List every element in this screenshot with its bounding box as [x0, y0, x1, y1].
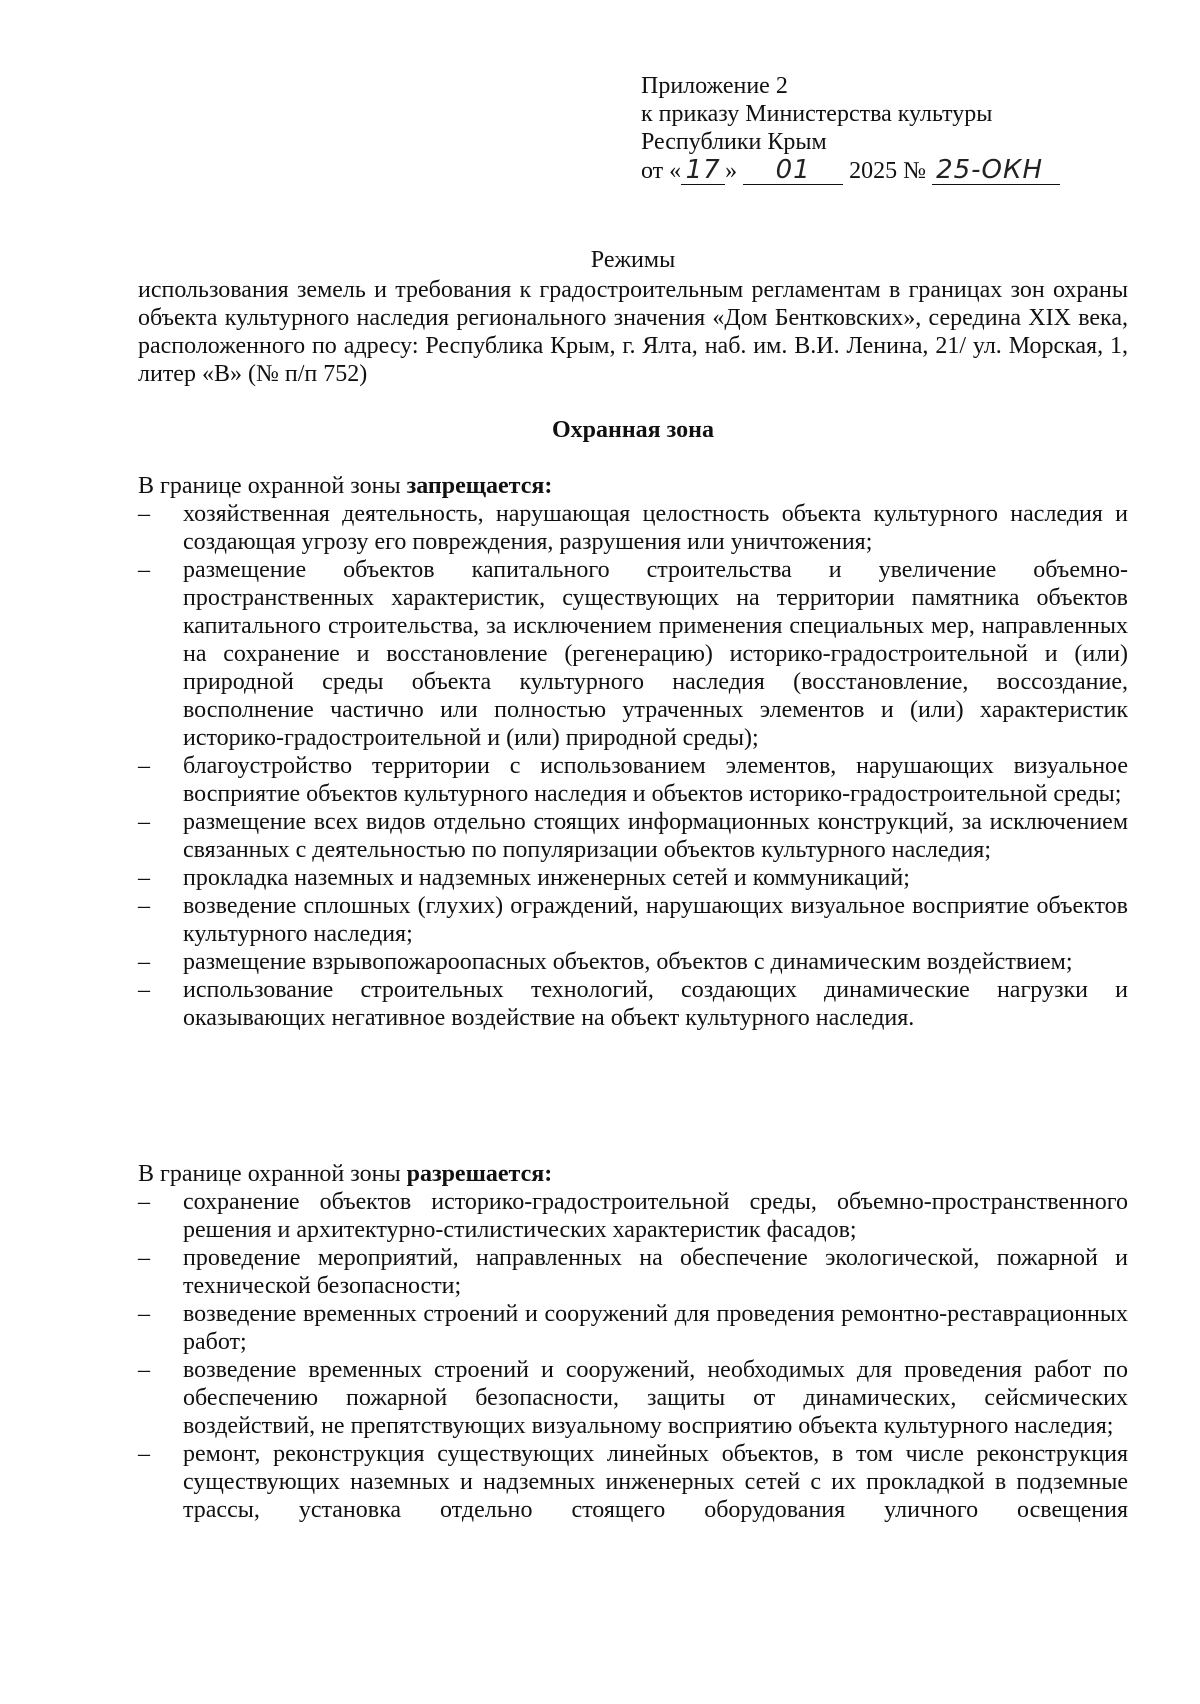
list-item: [138, 948, 1128, 976]
list-item-text: хозяйственная деятельность, нарушающая целостность объекта культурного наследия и создающая угрозу его повреждения, разрушения или уничтожения;: [183, 501, 1128, 555]
allowed-lead-bold: разрешается:: [406, 1161, 553, 1187]
list-item-text: благоустройство территории с использованием элементов, нарушающих визуальное восприятие объектов культурного наследия и объектов историко-градостроительной среды;: [183, 753, 1128, 807]
allowed-block: [138, 1160, 1128, 1524]
list-item: [138, 1300, 1128, 1356]
appendix-line-2: к приказу Министерства культуры: [641, 101, 993, 127]
list-item-text: ремонт, реконструкция существующих линейных объектов, в том числе реконструкция существующих наземных и надземных инженерных сетей с их прокладкой в подземные трассы, установка отдельно стоящего оборудования уличного освещения: [183, 1441, 1128, 1523]
list-item-text: возведение сплошных (глухих) ограждений, нарушающих визуальное восприятие объектов культурного наследия;: [183, 893, 1128, 947]
date-prefix: от «: [641, 158, 682, 184]
date-month-handwritten: 01: [743, 156, 843, 185]
appendix-line-1: Приложение 2: [641, 73, 788, 99]
list-item: [138, 1244, 1128, 1300]
list-item-text: прокладка наземных и надземных инженерных сетей и коммуникаций;: [183, 865, 910, 891]
dash-bullet: –: [138, 1357, 150, 1383]
list-item: [138, 556, 1128, 752]
list-item: [138, 500, 1128, 556]
list-item-text: размещение взрывопожароопасных объектов, объектов с динамическим воздействием;: [183, 949, 1073, 975]
list-item: [138, 1356, 1128, 1440]
list-item-text: проведение мероприятий, направленных на обеспечение экологической, пожарной и технической безопасности;: [183, 1245, 1128, 1299]
document-subtitle: использования земель и требования к градостроительным регламентам в границах зон охраны объекта культурного наследия регионального значения «Дом Бентковских», середина XIX века, расположенного по адресу: Республика Крым, г. Ялта, наб. им. В.И. Ленина, 21/ ул. Морская, 1, литер «В» (№ п/п 752): [138, 277, 1128, 387]
dash-bullet: –: [138, 501, 150, 527]
list-item-text: использование строительных технологий, создающих динамические нагрузки и оказывающих негативное воздействие на объект культурного наследия.: [183, 977, 1128, 1031]
list-item: [138, 976, 1128, 1032]
dash-bullet: –: [138, 1301, 150, 1327]
dash-bullet: –: [138, 893, 150, 919]
list-item: [138, 1188, 1128, 1244]
prohibited-block: [138, 472, 1128, 1032]
document-title: Режимы: [590, 247, 676, 273]
list-item-text: сохранение объектов историко-градостроительной среды, объемно-пространственного решения и архитектурно-стилистических характеристик фасадов;: [183, 1189, 1128, 1243]
appendix-date-line: [641, 156, 1121, 185]
section-title: Охранная зона: [552, 417, 714, 443]
dash-bullet: –: [138, 1441, 150, 1467]
prohibited-lead: [138, 472, 1128, 500]
dash-bullet: –: [138, 949, 150, 975]
list-item: [138, 864, 1128, 892]
list-item-text: размещение всех видов отдельно стоящих информационных конструкций, за исключением связанных с деятельностью по популяризации объектов культурного наследия;: [183, 809, 1128, 863]
dash-bullet: –: [138, 865, 150, 891]
dash-bullet: –: [138, 977, 150, 1003]
prohibited-lead-bold: запрещается:: [406, 473, 553, 499]
list-item: [138, 752, 1128, 808]
dash-bullet: –: [138, 1245, 150, 1271]
dash-bullet: –: [138, 1189, 150, 1215]
list-item-text: размещение объектов капитального строительства и увеличение объемно-пространственных характеристик, существующих на территории памятника объектов капитального строительства, за исключением применения специальных мер, направленных на сохранение и восстановление (регенерацию) историко-градостроительной и (или) природной среды объекта культурного наследия (восстановление, воссоздание, восполнение частично или полностью утраченных элементов и (или) характеристик историко-градостроительной и (или) природной среды);: [183, 557, 1128, 751]
dash-bullet: –: [138, 557, 150, 583]
prohibited-list: [138, 500, 1128, 1032]
list-item: [138, 1440, 1128, 1524]
allowed-lead-text: В границе охранной зоны: [138, 1161, 407, 1187]
order-number-handwritten: 25-ОКН: [932, 156, 1060, 185]
date-year-no: 2025 №: [849, 158, 927, 184]
list-item: [138, 808, 1128, 864]
appendix-header: [641, 72, 1121, 185]
allowed-list: [138, 1188, 1128, 1524]
list-item-text: возведение временных строений и сооружений для проведения ремонтно-реставрационных работ;: [183, 1301, 1128, 1355]
list-item-text: возведение временных строений и сооружений, необходимых для проведения работ по обеспечению пожарной безопасности, защиты от динамических, сейсмических воздействий, не препятствующих визуальному восприятию объекта культурного наследия;: [183, 1357, 1128, 1439]
dash-bullet: –: [138, 809, 150, 835]
dash-bullet: –: [138, 753, 150, 779]
prohibited-lead-text: В границе охранной зоны: [138, 473, 407, 499]
date-mid: »: [725, 158, 738, 184]
allowed-lead: [138, 1160, 1128, 1188]
date-day-handwritten: 17: [681, 156, 725, 185]
appendix-line-3: Республики Крым: [641, 129, 827, 155]
list-item: [138, 892, 1128, 948]
